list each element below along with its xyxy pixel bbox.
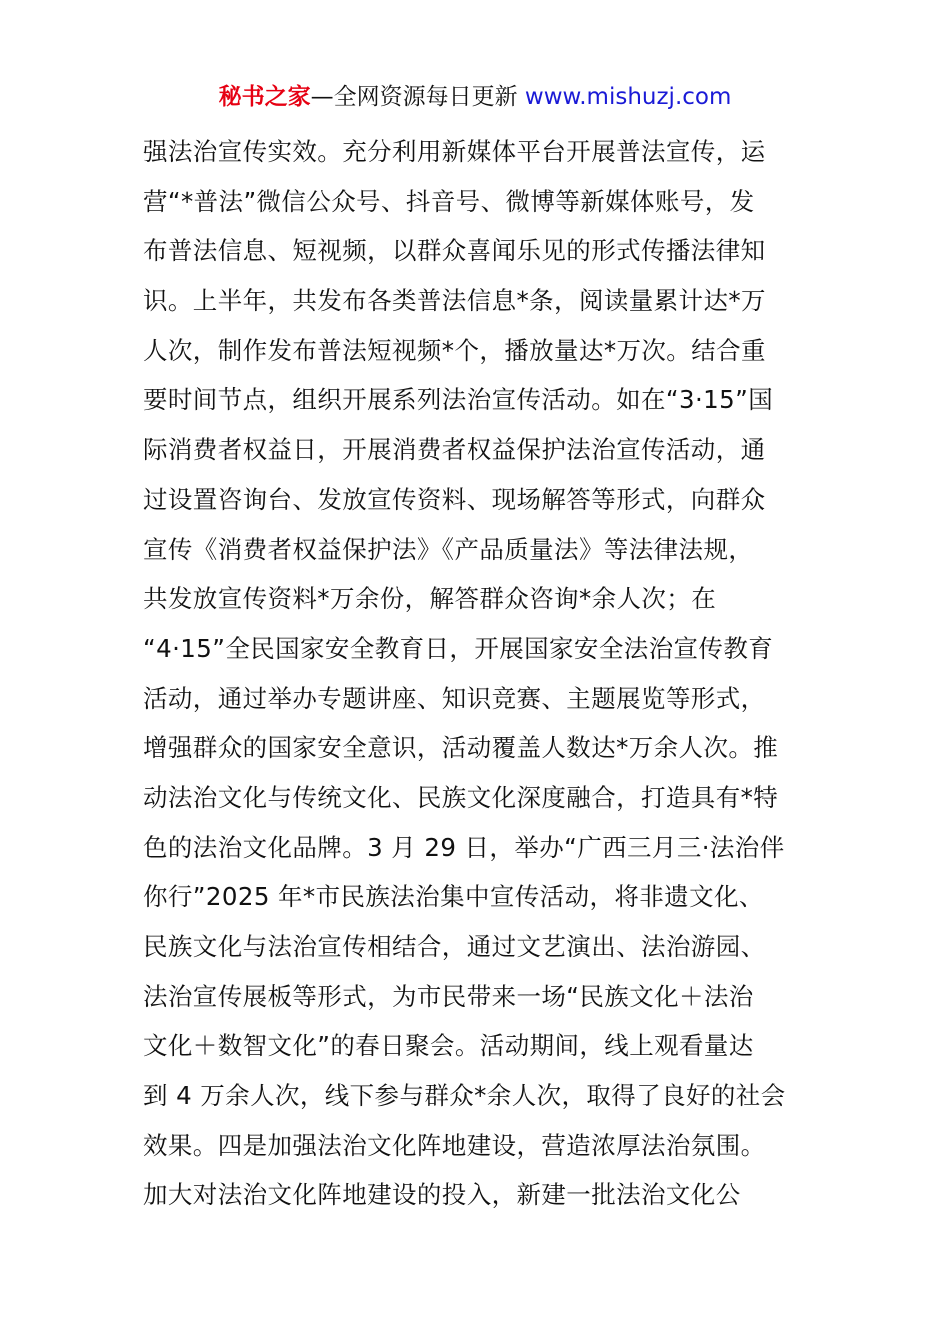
text-line: 增强群众的国家安全意识，活动覆盖人数达*万余人次。推 <box>143 733 779 763</box>
text-line: 色的法治文化品牌。3 月 29 日，举办“广西三月三·法治伴 <box>143 832 785 862</box>
text-line: 民族文化与法治宣传相结合，通过文艺演出、法治游园、 <box>143 932 766 961</box>
text-line: 加大对法治文化阵地建设的投入，新建一批法治文化公 <box>143 1180 741 1210</box>
site-url-link[interactable]: www.mishuzj.com <box>524 84 732 110</box>
text-line: 活动，通过举办专题讲座、知识竞赛、主题展览等形式， <box>143 683 766 713</box>
text-line: “4·15”全民国家安全教育日，开展国家安全法治宣传教育 <box>143 633 774 663</box>
document-body <box>143 127 813 1220</box>
text-line: 宣传《消费者权益保护法》《产品质量法》等法律法规， <box>143 534 754 564</box>
text-line: 人次，制作发布普法短视频*个，播放量达*万次。结合重 <box>143 335 766 365</box>
text-line: 强法治宣传实效。充分利用新媒体平台开展普法宣传，运 <box>143 137 766 166</box>
text-line: 识。上半年，共发布各类普法信息*条，阅读量累计达*万 <box>143 286 766 316</box>
brand-name: 秘书之家 <box>218 84 311 110</box>
text-line: 动法治文化与传统文化、民族文化深度融合，打造具有*特 <box>143 782 779 812</box>
text-line: 你行”2025 年*市民族法治集中宣传活动，将非遗文化、 <box>143 882 764 912</box>
text-line: 效果。四是加强法治文化阵地建设，营造浓厚法治氛围。 <box>143 1130 766 1160</box>
text-line: 法治宣传展板等形式，为市民带来一场“民族文化＋法治 <box>143 981 754 1011</box>
text-line: 到 4 万余人次，线下参与群众*余人次，取得了良好的社会 <box>143 1081 786 1111</box>
text-line: 文化＋数智文化”的春日聚会。活动期间，线上观看量达 <box>143 1031 754 1061</box>
site-header <box>0 80 950 114</box>
text-line: 要时间节点，组织开展系列法治宣传活动。如在“3·15”国 <box>143 385 774 415</box>
text-line: 共发放宣传资料*万余份，解答群众咨询*余人次；在 <box>143 584 717 614</box>
text-line: 布普法信息、短视频，以群众喜闻乐见的形式传播法律知 <box>143 236 766 266</box>
text-line: 营“*普法”微信公众号、抖音号、微博等新媒体账号，发 <box>143 186 755 216</box>
text-line: 过设置咨询台、发放宣传资料、现场解答等形式，向群众 <box>143 484 766 514</box>
text-line: 际消费者权益日，开展消费者权益保护法治宣传活动，通 <box>143 435 766 465</box>
header-tagline: —全网资源每日更新 <box>310 84 525 110</box>
